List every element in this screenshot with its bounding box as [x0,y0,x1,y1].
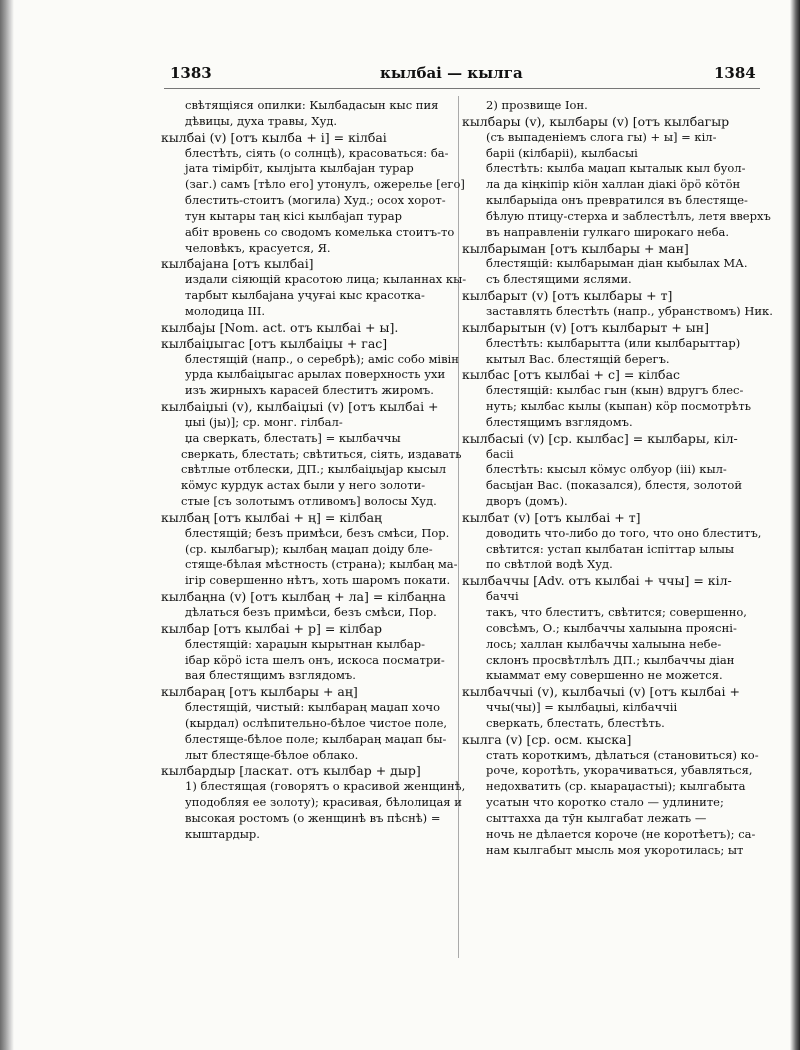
text-line: (съ выпаденіемъ слога гы) + ы] = кіл- [486,129,717,144]
text-line: тарбыт кылбајана уҷуғаі кыс красотка- [185,288,425,303]
headword-line: кылбајы [Nom. act. отъ кылбаі + ы]. [161,319,399,335]
headword-line: кылбары (v), кылбары (v) [отъ кылбагыр [462,113,730,129]
headword-line: кылбасыі (v) [ср. кылбас] = кылбары, кіл- [462,430,738,446]
text-line: стые [съ золотымъ отливомъ] волосы Худ. [181,494,437,509]
text-line: свѣтится: устап кылбатан іспіттар ылыы [486,541,734,556]
text-line: лыт блестяще-бѣлое облако. [185,747,359,762]
headword-line: кылбајана [отъ кылбаі] [161,256,314,272]
text-line: совсѣмъ, О.; кылбаччы халыына прояснi- [486,620,737,635]
text-line: роче, коротѣть, укорачиваться, убавляться, [486,763,753,778]
text-line: нуть; кылбас кылы (кыпан) кӧр посмотрѣть [486,399,752,414]
text-line: кытыл Вас. блестящій берегъ. [486,351,670,366]
text-line: блестящій: кылбарыман діан кыбылах МА. [486,256,748,271]
text-line: блестящій, чистый: кылбараң маџап хочо [185,700,440,715]
text-line: блестящій: хараџын кырытнан кылбар- [185,636,425,651]
right-column [462,98,773,859]
text-line: ччы(чы)] = кылбаџыі, кілбаччіі [486,700,678,715]
text-line: дѣвицы, духа травы, Худ. [185,113,338,128]
headword-line: кылбат (v) [отъ кылбаі + т] [462,509,641,525]
headword-line: кылбас [отъ кылбаі + с] = кілбас [462,367,681,383]
headword-line: кылбаіџыі (v), кылбаіџыі (v) [отъ кылбаі + [161,399,439,415]
text-line: дѣлаться безъ примѣси, безъ смѣси, Пор. [185,605,437,619]
text-line: высокая ростомъ (о женщинѣ въ пѣснѣ) = [185,810,441,825]
text-line: уподобляя ее золоту); красивая, бѣлолицая и [185,795,462,810]
left-column [161,98,467,843]
headword-line: кылбарыман [отъ кылбары + ман] [462,240,689,256]
text-line: по свѣтлой водѣ Худ. [486,557,613,572]
text-line: свѣтлые отблески, ДП.; кылбаіџыјар кысыл [181,462,447,477]
headword-line: кылга (v) [ср. осм. кыска] [462,731,632,747]
text-line: абіт вровень со сводомъ комелька стоитъ-то [185,224,455,239]
text-line: бѣлую птицу-стерха и заблестѣлъ, летя вверхъ [486,208,771,223]
text-line: такъ, что блеститъ, свѣтится; совершенно, [486,605,747,619]
text-line: 1) блестящая (говорятъ о красивой женщинѣ, [185,779,466,794]
text-line: сыттахха да тӯн кылгабат лежать — [486,810,707,825]
text-line: заставлять блестѣть (напр., убранствомъ) Ник. [486,303,773,318]
text-line: издали сіяющій красотою лица; кыланнах кы- [185,272,467,287]
header-rule [164,88,760,89]
page-number-right: 1384 [714,64,756,82]
headword-line: кылбарытын (v) [отъ кылбарыт + ын] [462,319,709,335]
text-line: кӧмус курдук астах были у него золоти- [181,478,426,493]
headword-line: кылбаі (v) [отъ кылба + і] = кілбаі [161,129,387,145]
text-line: (заг.) самъ [тѣло его] утонулъ, ожерелье [его] [185,177,465,192]
text-line: ла да кіңкіпір кіӧн халлан діакі ӧрӧ кӧтӧн [486,177,741,192]
text-line: блестѣть: кысыл кӧмус олбуор (ііі) кыл- [486,462,727,477]
text-line: 2) прозвище Іон. [486,98,588,112]
column-divider [458,96,459,958]
text-line: блестящій (напр., о серебрѣ); амiс собо мiвiн [185,351,459,366]
text-line: блестѣть: кылба маџап кыталык кыл буол- [486,161,746,176]
text-line: урда кылбаіџыгас арылах поверхность ухи [185,367,446,382]
text-line: свѣтящіяся опилки: Кылбадасын кыс пия [185,98,439,112]
headword-line: кылбар [отъ кылбаі + р] = кілбар [161,620,383,636]
text-line: тун кытары таң кісі кылбајап турар [185,208,402,223]
text-line: человѣкъ, красуется, Я. [185,240,331,255]
headword-line: кылбаіџыгас [отъ кылбаіџы + гас] [161,335,388,351]
text-line: блестящій: кылбас гын (кын) вдругъ блес- [486,383,744,398]
text-line: јата тімірбіт, кылјыта кылбајан турар [185,161,414,176]
text-line: съ блестящими яслями. [486,272,632,287]
text-line: доводить что-либо до того, что оно блеститъ, [486,525,762,540]
page-number-left: 1383 [170,64,212,82]
headword-line: кылбаңна (v) [отъ кылбаң + ла] = кілбаңна [161,589,446,605]
text-line: изъ жирныхъ карасей блеститъ жиромъ. [185,383,434,398]
text-line: стяще-бѣлая мѣстность (страна); кылбаң ма- [185,557,458,572]
headword-line: кылбараң [отъ кылбары + аң] [161,684,358,700]
text-line: кыштардыр. [185,826,260,841]
headword-line: кылбардыр [ласкат. отъ кылбар + дыр] [161,763,421,779]
text-line: сверкать, блестать; свѣтиться, сіять, издавать [181,446,462,461]
text-line: ігір совершенно нѣтъ, хоть шаромъ покати. [185,573,451,588]
text-line: недохватить (ср. кыараџастыі); кылгабыта [486,779,746,794]
text-line: (кырдал) ослѣпительно-бѣлое чистое поле, [185,715,448,730]
text-line: блестящій; безъ примѣси, безъ смѣси, Пор. [185,525,450,540]
text-line: нам кылгабыт мысль моя укоротилась; ыт [486,842,744,857]
text-line: сверкать, блестать, блестѣть. [486,715,665,730]
text-line: склонъ просвѣтлѣлъ ДП.; кылбаччы діан [486,652,735,667]
text-line: молодица III. [185,303,266,318]
page-left-edge-shadow [0,0,14,1050]
text-line: басыјан Вас. (показался), блестя, золотой [486,478,742,493]
headword-line: кылбаччы [Adv. отъ кылбаі + ччы] = кіл- [462,573,732,589]
headword-line: кылбарыт (v) [отъ кылбары + т] [462,288,673,304]
text-line: вая блестящимъ взглядомъ. [185,668,356,683]
headword-line: кылбаччыі (v), кылбачыі (v) [отъ кылбаі + [462,684,740,700]
headword-line: кылбаң [отъ кылбаі + ң] = кілбаң [161,509,383,525]
text-line: въ направленіи гулкаго широкаго неба. [486,224,730,239]
text-line: ночь не дѣлается короче (не коротѣетъ); са- [486,826,756,841]
text-line: басіі [486,446,514,461]
text-line: ібар кӧрӧ іста шелъ онъ, искоса посматри- [185,652,445,667]
page-right-edge-shadow [790,0,800,1050]
text-line: блестить-стоитъ (могила) Худ.; осох хорот- [185,193,446,208]
text-line: лось; халлан кылбаччы халыына небе- [486,636,722,651]
text-line: кылбарыіда онъ превратился въ блестяще- [486,193,748,208]
text-line: усатын что коротко стало — удлините; [486,795,724,810]
running-head: кылбаі — кылга [380,64,523,82]
text-line: стать короткимъ, дѣлаться (становиться) ко- [486,747,759,762]
text-line: џыі (јы)]; ср. монг. гілбал- [185,414,343,429]
text-line: блестяще-бѣлое поле; кылбараң маџап бы- [185,731,447,746]
text-line: баріі (кілбаріі), кылбасыі [486,145,638,160]
text-line: дворъ (домъ). [486,494,568,509]
text-line: кыаммат ему совершенно не можется. [486,668,723,683]
text-line: баччі [486,589,519,604]
text-line: блестѣть: кылбарытта (или кылбарыттар) [486,335,741,350]
text-line: (ср. кылбагыр); кылбаң маџап доіду бле- [185,541,433,556]
text-line: џа сверкать, блестать] = кылбаччы [185,430,401,445]
text-line: блестѣть, сіять (о солнцѣ), красоваться: ба- [185,145,449,160]
text-line: блестящимъ взглядомъ. [486,414,633,429]
